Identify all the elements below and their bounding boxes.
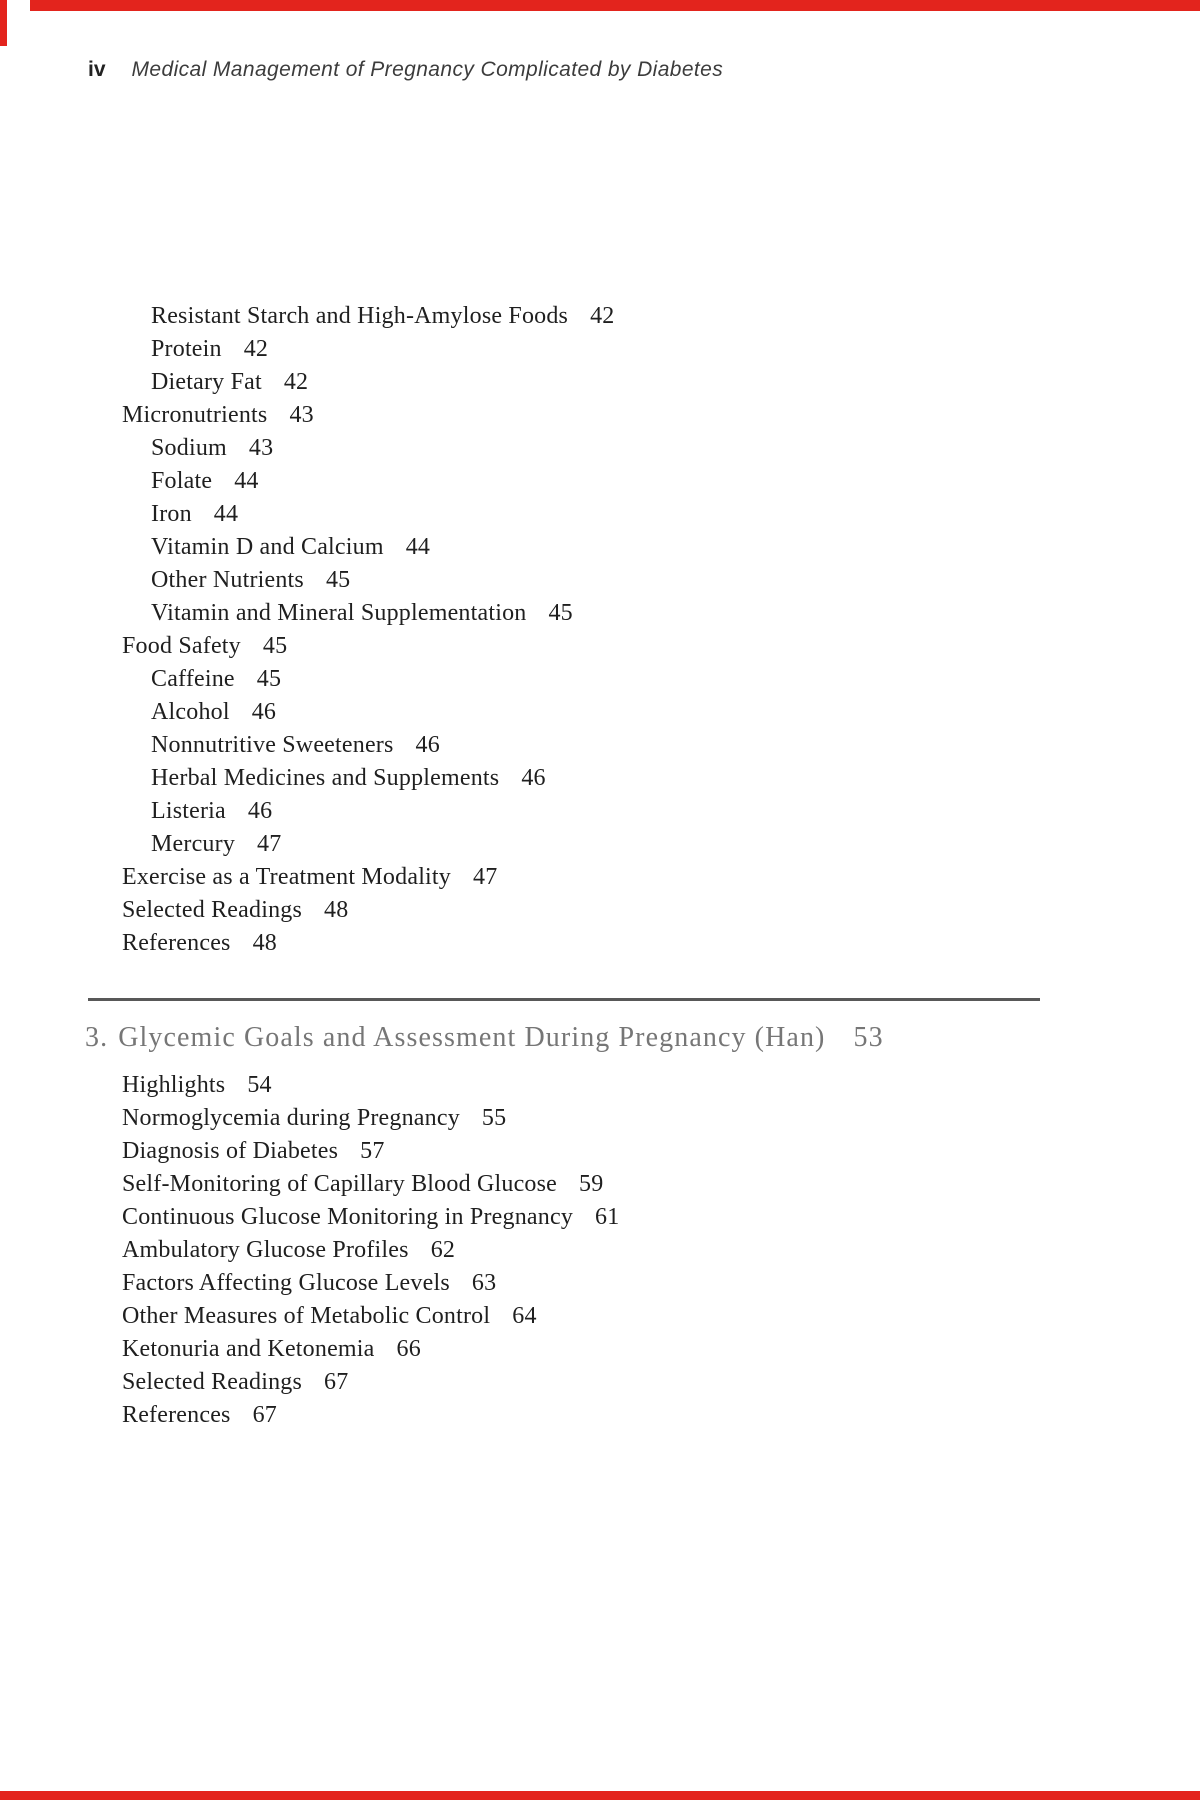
toc-entry [122, 333, 615, 366]
toc-entry-page: 43 [248, 435, 274, 461]
toc-entry-label: Ketonuria and Ketonemia [122, 1336, 375, 1362]
toc-entry-label: Selected Readings [122, 1369, 303, 1395]
toc-entry-page: 45 [325, 567, 351, 593]
toc-entry [122, 696, 615, 729]
toc-entry-label: Sodium [151, 435, 227, 461]
toc-entry-label: Mercury [151, 831, 236, 857]
chapter-number: 3. [85, 1022, 109, 1053]
toc-entry-label: Vitamin and Mineral Supplementation [151, 600, 527, 626]
toc-entry-page: 55 [481, 1105, 507, 1131]
toc-entry-page: 45 [256, 666, 282, 692]
toc-entry [122, 927, 615, 960]
toc-entry-label: Continuous Glucose Monitoring in Pregnancy [122, 1204, 574, 1230]
toc-entry [122, 1069, 619, 1102]
toc-entry-page: 42 [243, 336, 269, 362]
toc-entry-label: Food Safety [122, 633, 241, 659]
toc-entry [122, 828, 615, 861]
toc-entry [122, 465, 615, 498]
toc-entry [122, 795, 615, 828]
toc-entry-page: 44 [405, 534, 431, 560]
toc-entry-label: Factors Affecting Glucose Levels [122, 1270, 450, 1296]
toc-entry [122, 729, 615, 762]
toc-entry [122, 1234, 619, 1267]
toc-entry-page: 67 [252, 1402, 277, 1428]
toc-entry-label: Folate [151, 468, 213, 494]
toc-entry-page: 59 [579, 1171, 604, 1197]
toc-entry-label: Alcohol [151, 699, 230, 725]
toc-entry-page: 42 [590, 303, 615, 329]
toc-entry-page: 62 [430, 1237, 456, 1263]
toc-list-chapter [122, 1069, 619, 1432]
toc-entry [122, 1333, 619, 1366]
toc-entry [122, 1102, 619, 1135]
toc-entry-page: 46 [247, 798, 273, 824]
toc-entry [122, 597, 615, 630]
toc-entry [122, 498, 615, 531]
chapter-heading [85, 1021, 884, 1055]
toc-entry-page: 44 [213, 501, 239, 527]
folio-page-number: iv [88, 58, 106, 81]
toc-entry-page: 48 [324, 897, 349, 923]
toc-entry-label: Resistant Starch and High-Amylose Foods [151, 303, 569, 329]
toc-entry [122, 1399, 619, 1432]
toc-entry-page: 47 [257, 831, 282, 857]
chapter-page-number: 53 [853, 1022, 884, 1053]
toc-entry-label: Nonnutritive Sweeteners [151, 732, 394, 758]
toc-entry [122, 1168, 619, 1201]
toc-entry [122, 762, 615, 795]
toc-entry-label: Exercise as a Treatment Modality [122, 864, 451, 890]
chapter-title: Glycemic Goals and Assessment During Pregnancy (Han) [118, 1022, 826, 1053]
toc-entry-page: 42 [283, 369, 309, 395]
toc-entry-label: References [122, 1402, 231, 1428]
toc-entry-page: 45 [262, 633, 288, 659]
toc-entry [122, 366, 615, 399]
toc-entry-page: 43 [289, 402, 314, 428]
toc-entry [122, 894, 615, 927]
toc-entry [122, 531, 615, 564]
toc-entry-label: Other Nutrients [151, 567, 304, 593]
page-edge-red-bottom [0, 1791, 1200, 1800]
toc-entry-label: Dietary Fat [151, 369, 262, 395]
toc-entry [122, 1300, 619, 1333]
page-edge-red-left [0, 0, 7, 46]
toc-entry-page: 67 [324, 1369, 349, 1395]
toc-entry-label: Selected Readings [122, 897, 303, 923]
section-divider [88, 998, 1040, 1001]
toc-entry-label: Listeria [151, 798, 226, 824]
toc-entry-label: Vitamin D and Calcium [151, 534, 384, 560]
toc-entry-label: Micronutrients [122, 402, 268, 428]
toc-entry-page: 66 [396, 1336, 421, 1362]
toc-entry-page: 48 [252, 930, 277, 956]
toc-entry [122, 300, 615, 333]
toc-entry [122, 1201, 619, 1234]
toc-entry [122, 1267, 619, 1300]
toc-entry-label: Protein [151, 336, 222, 362]
toc-entry-label: Normoglycemia during Pregnancy [122, 1105, 460, 1131]
toc-entry-label: Self-Monitoring of Capillary Blood Glucose [122, 1171, 558, 1197]
toc-entry-page: 44 [234, 468, 259, 494]
toc-entry [122, 432, 615, 465]
toc-entry-label: Other Measures of Metabolic Control [122, 1303, 491, 1329]
running-title: Medical Management of Pregnancy Complicated by Diabetes [131, 58, 724, 81]
toc-entry [122, 1366, 619, 1399]
toc-entry-page: 46 [415, 732, 440, 758]
toc-entry-label: Ambulatory Glucose Profiles [122, 1237, 409, 1263]
toc-entry [122, 1135, 619, 1168]
toc-entry-page: 61 [595, 1204, 620, 1230]
toc-entry-page: 63 [471, 1270, 497, 1296]
toc-entry-label: Diagnosis of Diabetes [122, 1138, 339, 1164]
toc-entry [122, 630, 615, 663]
toc-entry [122, 861, 615, 894]
toc-entry-page: 45 [548, 600, 573, 626]
toc-entry-page: 54 [247, 1072, 272, 1098]
page-edge-red-top [30, 0, 1200, 11]
toc-entry-label: Herbal Medicines and Supplements [151, 765, 500, 791]
toc-entry [122, 564, 615, 597]
toc-entry-page: 47 [473, 864, 498, 890]
toc-entry [122, 399, 615, 432]
toc-entry-label: Highlights [122, 1072, 226, 1098]
toc-entry-label: References [122, 930, 231, 956]
toc-entry-page: 57 [360, 1138, 385, 1164]
toc-entry-label: Caffeine [151, 666, 235, 692]
toc-entry-label: Iron [151, 501, 192, 527]
toc-entry-page: 64 [512, 1303, 537, 1329]
toc-entry-page: 46 [251, 699, 277, 725]
toc-list-upper [122, 300, 615, 960]
running-header [88, 57, 723, 83]
toc-entry-page: 46 [521, 765, 546, 791]
toc-entry [122, 663, 615, 696]
